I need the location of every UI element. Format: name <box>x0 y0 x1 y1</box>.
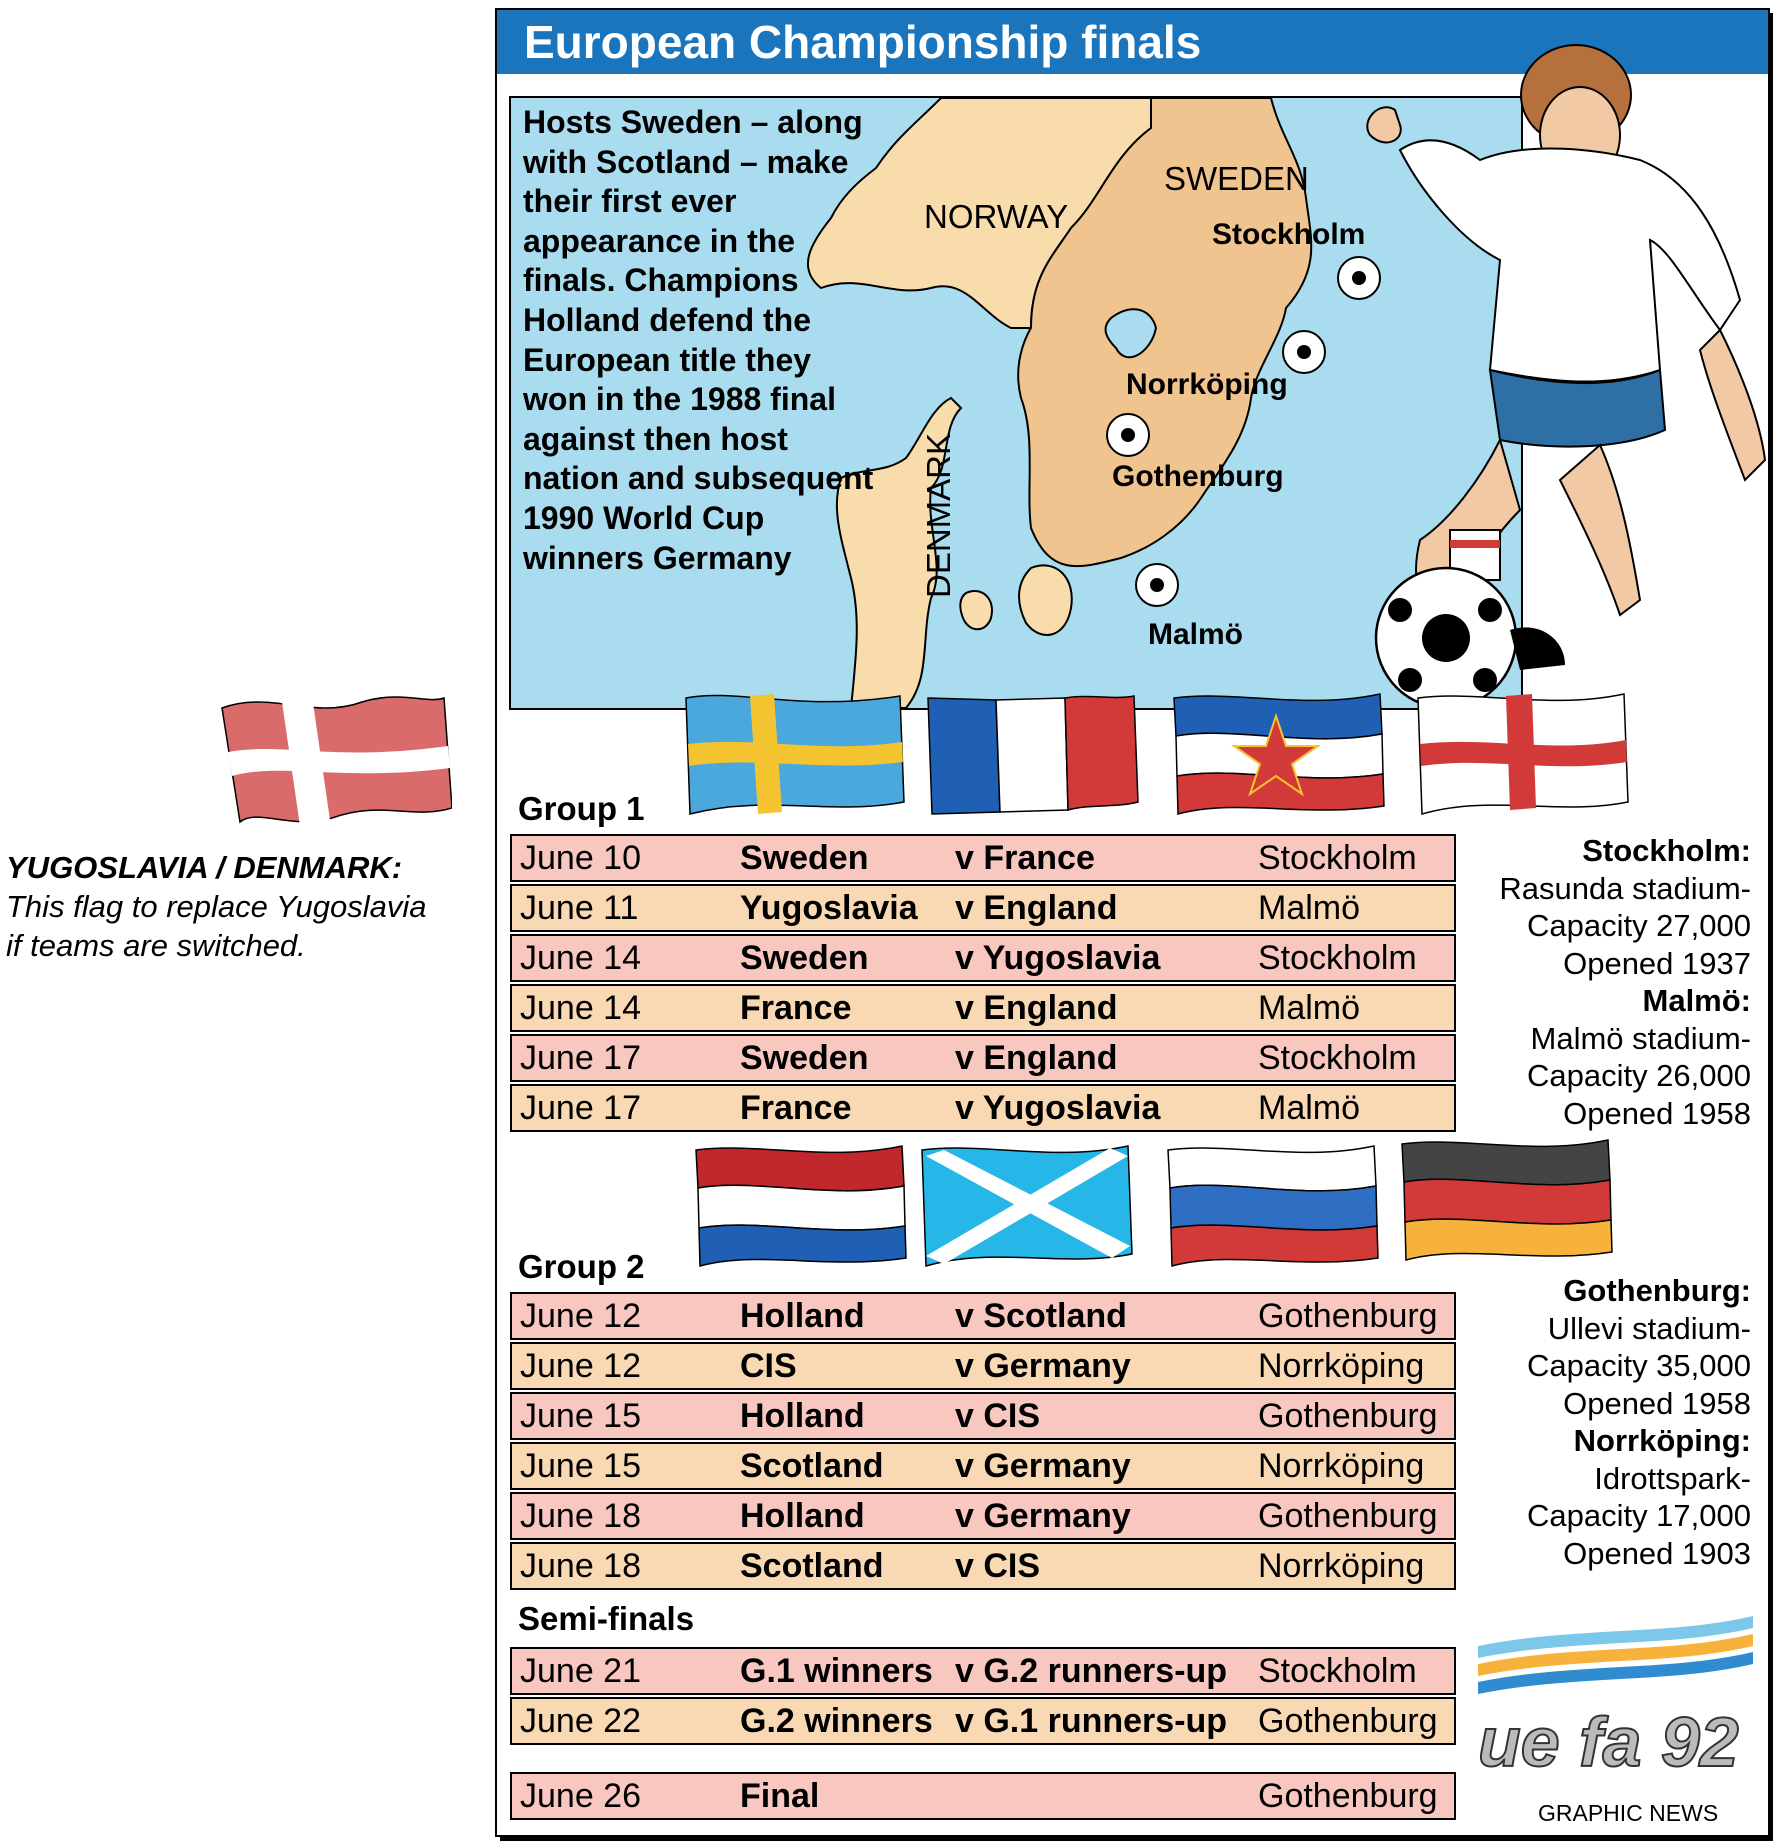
match-date: June 18 <box>520 1497 641 1535</box>
venue-name: Norrköping: <box>1573 1423 1751 1458</box>
venue-name: Stockholm: <box>1582 833 1751 868</box>
match-date: June 17 <box>520 1089 641 1127</box>
match-venue: Norrköping <box>1258 1447 1425 1485</box>
match-date: June 12 <box>520 1347 641 1385</box>
page-title: European Championship finals <box>524 16 1202 68</box>
table-row <box>510 1084 1456 1132</box>
away-team: v England <box>955 1039 1118 1077</box>
venue-stadium: Rasunda stadium- <box>1499 870 1751 906</box>
table-row <box>510 1442 1456 1490</box>
match-venue: Malmö <box>1258 889 1361 927</box>
france-flag <box>920 690 1142 820</box>
venue-name: Gothenburg: <box>1563 1273 1751 1308</box>
home-team: G.2 winners <box>740 1702 933 1740</box>
away-team: v G.2 runners-up <box>955 1652 1228 1690</box>
venue-opened: Opened 1958 <box>1563 1385 1751 1421</box>
final-label: Final <box>740 1777 820 1815</box>
credit: GRAPHIC NEWS <box>1538 1800 1719 1826</box>
uefa-92-logo <box>1458 1606 1758 1786</box>
match-venue: Stockholm <box>1258 939 1417 977</box>
match-date: June 11 <box>520 889 639 927</box>
away-team: v Scotland <box>955 1297 1127 1335</box>
norrkoping-label: Norrköping <box>1126 368 1288 401</box>
table-row <box>510 1034 1456 1082</box>
away-team: v G.1 runners-up <box>955 1702 1228 1740</box>
table-row <box>510 1392 1456 1440</box>
venue-capacity: Capacity 27,000 <box>1526 908 1751 943</box>
yugoslavia-flag <box>1166 690 1388 820</box>
malmo-label: Malmö <box>1148 618 1244 651</box>
match-venue: Norrköping <box>1258 1547 1425 1585</box>
away-team: v Germany <box>955 1347 1131 1385</box>
sweden-flag <box>678 690 908 820</box>
match-date: June 22 <box>520 1702 641 1740</box>
match-date: June 18 <box>520 1547 641 1585</box>
group2-label: Group 2 <box>518 1248 645 1285</box>
away-team: v CIS <box>955 1547 1041 1585</box>
denmark-label: DENMARK <box>920 432 957 598</box>
gothenburg-label: Gothenburg <box>1112 460 1284 493</box>
match-date: June 12 <box>520 1297 641 1335</box>
norway-label: NORWAY <box>924 198 1069 235</box>
match-date: June 14 <box>520 939 641 977</box>
footballer-illustration <box>1220 40 1773 730</box>
final-row <box>510 1772 1456 1820</box>
match-venue: Stockholm <box>1258 1039 1417 1077</box>
home-team: Scotland <box>740 1447 884 1485</box>
away-team: v CIS <box>955 1397 1041 1435</box>
venue-capacity: Capacity 35,000 <box>1526 1348 1751 1383</box>
match-venue: Stockholm <box>1258 1652 1417 1690</box>
away-team: v Germany <box>955 1497 1131 1535</box>
match-venue: Gothenburg <box>1258 1497 1438 1535</box>
table-row <box>510 1342 1456 1390</box>
scotland-flag <box>914 1142 1136 1272</box>
football-icon <box>1376 568 1516 708</box>
match-date: June 15 <box>520 1447 641 1485</box>
table-row <box>510 1492 1456 1540</box>
match-date: June 10 <box>520 839 641 877</box>
match-date: June 17 <box>520 1039 641 1077</box>
venue-info-gothenburg-norrkoping <box>1431 1272 1751 1572</box>
table-row <box>510 1542 1456 1590</box>
england-flag <box>1410 690 1632 820</box>
cis-flag <box>1160 1142 1382 1272</box>
venue-capacity: Capacity 17,000 <box>1526 1498 1751 1533</box>
venue-stadium: Malmö stadium- <box>1530 1020 1751 1056</box>
group1-label: Group 1 <box>518 790 645 827</box>
match-venue: Gothenburg <box>1258 1397 1438 1435</box>
germany-flag <box>1394 1136 1616 1266</box>
match-venue: Gothenburg <box>1258 1297 1438 1335</box>
sweden-label: SWEDEN <box>1164 160 1309 197</box>
intro-text: Hosts Sweden – along with Scotland – make their first ever appearance in the finals. Champions Holland defend the European title they won in the 1988 final against then host nation and subsequent 1990 World Cup winners Germany <box>523 104 874 576</box>
table-row <box>510 834 1456 882</box>
home-team: CIS <box>740 1347 797 1385</box>
final-date: June 26 <box>520 1777 641 1815</box>
away-team: v Yugoslavia <box>955 1089 1161 1127</box>
away-team: v France <box>955 839 1095 877</box>
note-text: This flag to replace Yugoslavia if teams are switched. <box>6 889 427 963</box>
home-team: Holland <box>740 1297 865 1335</box>
stockholm-label: Stockholm <box>1212 218 1366 251</box>
table-row <box>510 1697 1456 1745</box>
zealand-land <box>1019 565 1072 635</box>
home-team: Holland <box>740 1397 865 1435</box>
note-heading: YUGOSLAVIA / DENMARK: <box>6 850 403 885</box>
away-team: v Yugoslavia <box>955 939 1161 977</box>
funen-land <box>960 591 992 629</box>
venue-capacity: Capacity 26,000 <box>1526 1058 1751 1093</box>
match-venue: Malmö <box>1258 1089 1361 1127</box>
final-venue: Gothenburg <box>1258 1777 1438 1815</box>
match-venue: Stockholm <box>1258 839 1417 877</box>
away-team: v England <box>955 989 1118 1027</box>
home-team: Yugoslavia <box>740 889 918 927</box>
home-team: Sweden <box>740 1039 869 1077</box>
table-row <box>510 1292 1456 1340</box>
logo-text: ue fa 92 <box>1478 1703 1739 1781</box>
home-team: G.1 winners <box>740 1652 933 1690</box>
venue-opened: Opened 1937 <box>1563 945 1751 981</box>
home-team: Sweden <box>740 939 869 977</box>
match-date: June 15 <box>520 1397 641 1435</box>
denmark-flag <box>212 690 452 830</box>
home-team: France <box>740 1089 852 1127</box>
venue-info-stockholm-malmo <box>1431 832 1751 1132</box>
replacement-note <box>6 848 446 965</box>
match-date: June 21 <box>520 1652 641 1690</box>
table-row <box>510 984 1456 1032</box>
match-venue: Malmö <box>1258 989 1361 1027</box>
venue-name: Malmö: <box>1642 983 1751 1018</box>
gothenburg-ball-icon <box>1107 414 1149 456</box>
table-row <box>510 1647 1456 1695</box>
match-venue: Gothenburg <box>1258 1702 1438 1740</box>
home-team: Sweden <box>740 839 869 877</box>
semis-label: Semi-finals <box>518 1600 695 1637</box>
home-team: Scotland <box>740 1547 884 1585</box>
home-team: France <box>740 989 852 1027</box>
home-team: Holland <box>740 1497 865 1535</box>
venue-stadium: Idrottspark- <box>1594 1460 1751 1496</box>
venue-stadium: Ullevi stadium- <box>1547 1310 1751 1346</box>
holland-flag <box>688 1142 910 1272</box>
venue-opened: Opened 1958 <box>1563 1095 1751 1131</box>
match-venue: Norrköping <box>1258 1347 1425 1385</box>
venue-opened: Opened 1903 <box>1563 1535 1751 1571</box>
match-date: June 14 <box>520 989 641 1027</box>
away-team: v Germany <box>955 1447 1131 1485</box>
away-team: v England <box>955 889 1118 927</box>
malmo-ball-icon <box>1136 564 1178 606</box>
table-row <box>510 934 1456 982</box>
table-row <box>510 884 1456 932</box>
